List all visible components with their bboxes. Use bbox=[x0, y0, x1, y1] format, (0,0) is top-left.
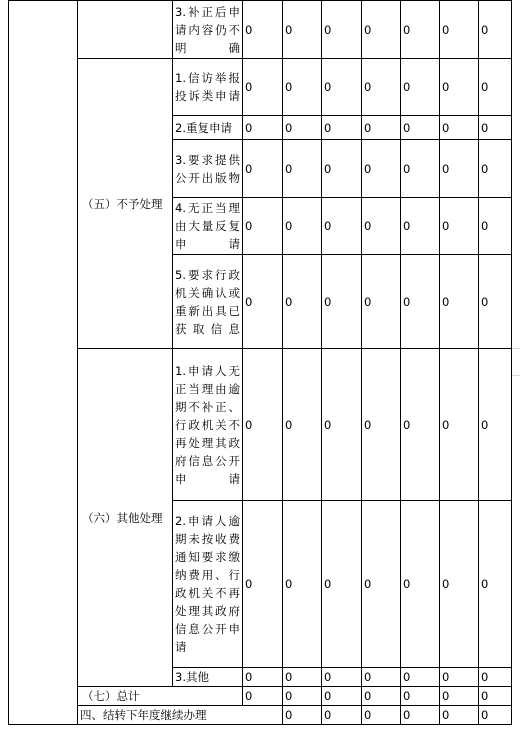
value-cell: 0 bbox=[362, 116, 401, 140]
value-cell: 0 bbox=[479, 59, 512, 116]
value-cell: 0 bbox=[362, 140, 401, 198]
value-cell: 0 bbox=[479, 706, 512, 725]
value-cell: 0 bbox=[401, 59, 440, 116]
value-cell: 0 bbox=[362, 59, 401, 116]
section-label: （五）不予处理 bbox=[78, 59, 173, 349]
value-cell: 0 bbox=[322, 687, 362, 706]
value-cell: 0 bbox=[322, 255, 362, 349]
value-cell: 0 bbox=[322, 706, 362, 725]
value-cell: 0 bbox=[362, 706, 401, 725]
value-cell: 0 bbox=[362, 255, 401, 349]
value-cell: 0 bbox=[243, 349, 283, 501]
value-cell: 0 bbox=[440, 706, 479, 725]
value-cell: 0 bbox=[401, 501, 440, 668]
value-cell: 0 bbox=[401, 687, 440, 706]
value-cell: 0 bbox=[401, 140, 440, 198]
value-cell: 0 bbox=[362, 687, 401, 706]
value-cell: 0 bbox=[322, 116, 362, 140]
section-label: 四、结转下年度继续办理 bbox=[78, 706, 283, 725]
row-label: 1.信访举报投诉类申请 bbox=[173, 59, 243, 116]
value-cell: 0 bbox=[322, 59, 362, 116]
value-cell: 0 bbox=[401, 668, 440, 687]
value-cell: 0 bbox=[401, 198, 440, 255]
table-row bbox=[9, 349, 512, 501]
value-cell: 0 bbox=[243, 687, 283, 706]
table-row bbox=[9, 687, 512, 706]
value-cell: 0 bbox=[322, 198, 362, 255]
value-cell: 0 bbox=[283, 1, 322, 59]
value-cell: 0 bbox=[479, 116, 512, 140]
table-row bbox=[9, 1, 512, 59]
value-cell: 0 bbox=[479, 668, 512, 687]
value-cell: 0 bbox=[243, 140, 283, 198]
row-label: 5.要求行政机关确认或重新出具已获取信息 bbox=[173, 255, 243, 349]
row-label: 1.申请人无正当理由逾期不补正、行政机关不再处理其政府信息公开申请 bbox=[173, 349, 243, 501]
value-cell: 0 bbox=[479, 198, 512, 255]
value-cell: 0 bbox=[362, 501, 401, 668]
value-cell: 0 bbox=[362, 668, 401, 687]
section-label: （七）总计 bbox=[78, 687, 243, 706]
value-cell: 0 bbox=[283, 349, 322, 501]
row-label: 2.重复申请 bbox=[173, 116, 243, 140]
value-cell: 0 bbox=[440, 59, 479, 116]
value-cell: 0 bbox=[283, 116, 322, 140]
page-edge-mark bbox=[512, 348, 520, 349]
value-cell: 0 bbox=[322, 1, 362, 59]
value-cell: 0 bbox=[401, 1, 440, 59]
value-cell: 0 bbox=[401, 349, 440, 501]
value-cell: 0 bbox=[283, 706, 322, 725]
row-label: 3.补正后申请内容仍不明确 bbox=[173, 1, 243, 59]
value-cell: 0 bbox=[243, 59, 283, 116]
value-cell: 0 bbox=[322, 349, 362, 501]
value-cell: 0 bbox=[479, 349, 512, 501]
value-cell: 0 bbox=[362, 198, 401, 255]
value-cell: 0 bbox=[440, 668, 479, 687]
value-cell: 0 bbox=[283, 255, 322, 349]
value-cell: 0 bbox=[283, 501, 322, 668]
value-cell: 0 bbox=[440, 198, 479, 255]
value-cell: 0 bbox=[362, 349, 401, 501]
value-cell: 0 bbox=[440, 116, 479, 140]
statistics-table bbox=[8, 0, 512, 725]
value-cell: 0 bbox=[401, 255, 440, 349]
value-cell: 0 bbox=[283, 198, 322, 255]
disclosure-statistics-table bbox=[8, 0, 511, 728]
category-cell bbox=[78, 1, 173, 59]
value-cell: 0 bbox=[283, 140, 322, 198]
value-cell: 0 bbox=[243, 116, 283, 140]
value-cell: 0 bbox=[440, 1, 479, 59]
value-cell: 0 bbox=[440, 349, 479, 501]
row-label: 4.无正当理由大量反复申请 bbox=[173, 198, 243, 255]
value-cell: 0 bbox=[243, 1, 283, 59]
page-edge-mark bbox=[512, 375, 520, 376]
value-cell: 0 bbox=[322, 140, 362, 198]
value-cell: 0 bbox=[362, 1, 401, 59]
value-cell: 0 bbox=[243, 198, 283, 255]
outer-category-cell bbox=[9, 1, 78, 725]
value-cell: 0 bbox=[401, 706, 440, 725]
row-label: 3.要求提供公开出版物 bbox=[173, 140, 243, 198]
value-cell: 0 bbox=[440, 501, 479, 668]
value-cell: 0 bbox=[479, 687, 512, 706]
value-cell: 0 bbox=[440, 687, 479, 706]
value-cell: 0 bbox=[479, 1, 512, 59]
value-cell: 0 bbox=[479, 501, 512, 668]
value-cell: 0 bbox=[243, 255, 283, 349]
value-cell: 0 bbox=[322, 501, 362, 668]
section-label: （六）其他处理 bbox=[78, 349, 173, 687]
value-cell: 0 bbox=[440, 255, 479, 349]
value-cell: 0 bbox=[401, 116, 440, 140]
row-label: 3.其他 bbox=[173, 668, 243, 687]
value-cell: 0 bbox=[479, 255, 512, 349]
table-row bbox=[9, 706, 512, 725]
value-cell: 0 bbox=[283, 59, 322, 116]
value-cell: 0 bbox=[322, 668, 362, 687]
table-row bbox=[9, 59, 512, 116]
value-cell: 0 bbox=[440, 140, 479, 198]
value-cell: 0 bbox=[243, 501, 283, 668]
row-label: 2.申请人逾期未按收费通知要求缴纳费用、行政机关不再处理其政府信息公开申请 bbox=[173, 501, 243, 668]
value-cell: 0 bbox=[283, 668, 322, 687]
value-cell: 0 bbox=[283, 687, 322, 706]
value-cell: 0 bbox=[479, 140, 512, 198]
value-cell: 0 bbox=[243, 668, 283, 687]
